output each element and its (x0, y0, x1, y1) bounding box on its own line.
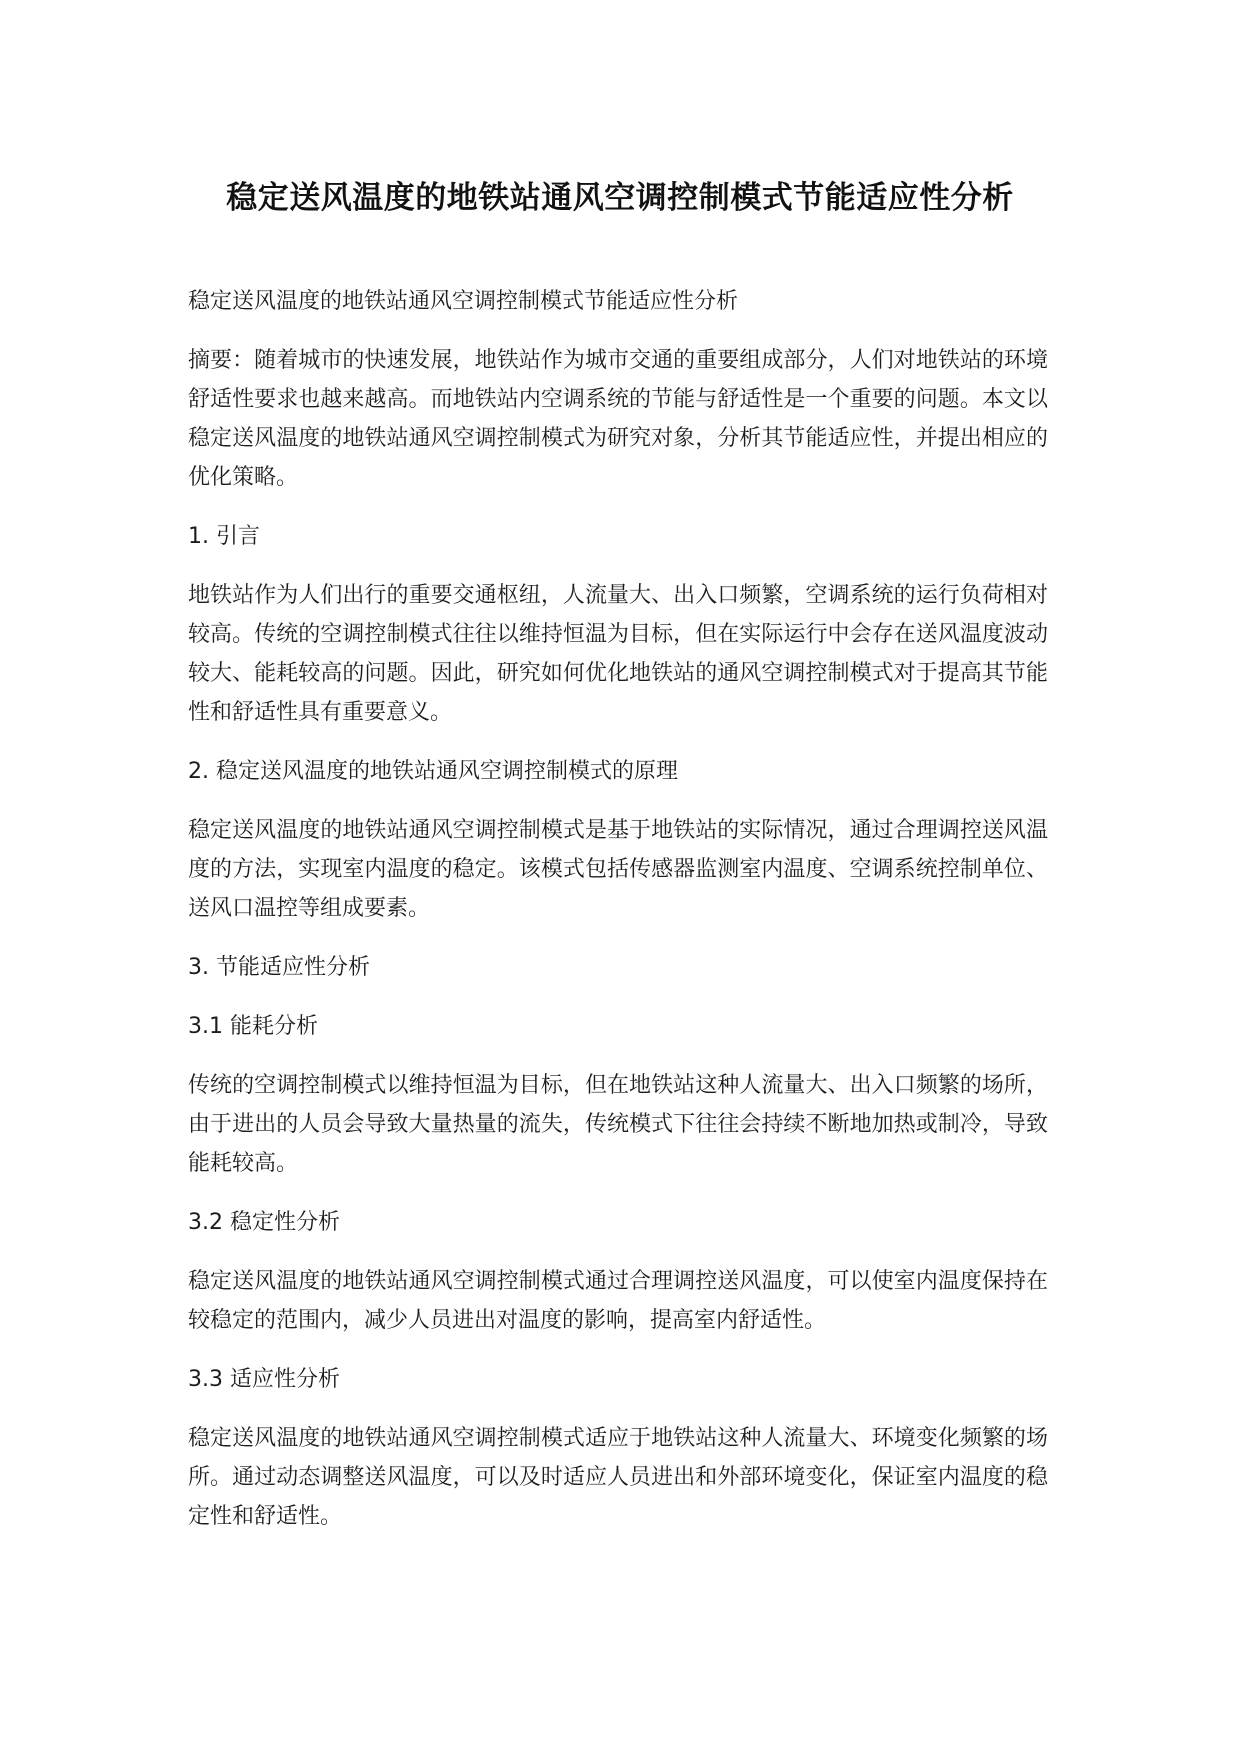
section-1-paragraph: 地铁站作为人们出行的重要交通枢纽，人流量大、出入口频繁，空调系统的运行负荷相对较高。传统的空调控制模式往往以维持恒温为目标，但在实际运行中会存在送风温度波动较大、能耗较高的问题。因此，研究如何优化地铁站的通风空调控制模式对于提高其节能性和舒适性具有重要意义。 (188, 583, 1048, 725)
document-body (188, 282, 1048, 1556)
section-3-2-heading: 3.2 稳定性分析 (188, 1210, 340, 1235)
section-3-3-heading: 3.3 适应性分析 (188, 1367, 340, 1392)
section-1-heading: 1. 引言 (188, 524, 260, 549)
section-2-heading: 2. 稳定送风温度的地铁站通风空调控制模式的原理 (188, 759, 678, 784)
section-3-heading: 3. 节能适应性分析 (188, 955, 370, 980)
abstract-paragraph: 摘要：随着城市的快速发展，地铁站作为城市交通的重要组成部分，人们对地铁站的环境舒适性要求也越来越高。而地铁站内空调系统的节能与舒适性是一个重要的问题。本文以稳定送风温度的地铁站通风空调控制模式为研究对象，分析其节能适应性，并提出相应的优化策略。 (188, 348, 1048, 490)
section-3-1-heading: 3.1 能耗分析 (188, 1014, 318, 1039)
document-title: 稳定送风温度的地铁站通风空调控制模式节能适应性分析 (226, 180, 1014, 216)
section-3-1-paragraph: 传统的空调控制模式以维持恒温为目标，但在地铁站这种人流量大、出入口频繁的场所，由于进出的人员会导致大量热量的流失，传统模式下往往会持续不断地加热或制冷，导致能耗较高。 (188, 1073, 1048, 1176)
document-subtitle: 稳定送风温度的地铁站通风空调控制模式节能适应性分析 (188, 289, 739, 314)
section-3-3-paragraph: 稳定送风温度的地铁站通风空调控制模式适应于地铁站这种人流量大、环境变化频繁的场所。通过动态调整送风温度，可以及时适应人员进出和外部环境变化，保证室内温度的稳定性和舒适性。 (188, 1426, 1048, 1529)
section-2-paragraph: 稳定送风温度的地铁站通风空调控制模式是基于地铁站的实际情况，通过合理调控送风温度的方法，实现室内温度的稳定。该模式包括传感器监测室内温度、空调系统控制单位、送风口温控等组成要素。 (188, 818, 1048, 921)
section-3-2-paragraph: 稳定送风温度的地铁站通风空调控制模式通过合理调控送风温度，可以使室内温度保持在较稳定的范围内，减少人员进出对温度的影响，提高室内舒适性。 (188, 1269, 1048, 1333)
